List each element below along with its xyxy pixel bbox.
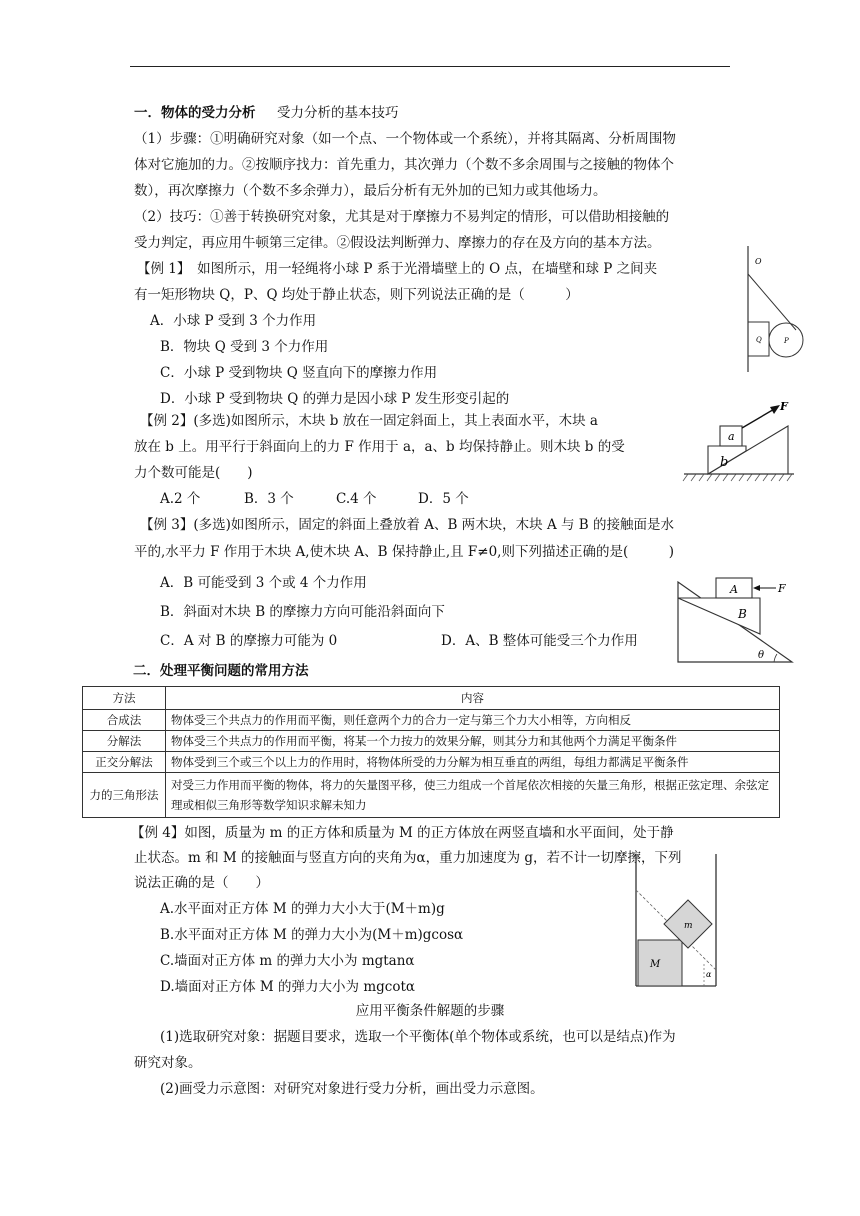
steps-line: 体对它施加的力。②按顺序找力：首先重力，其次弹力（个数不多余周围与之接触的物体个 xyxy=(134,157,674,173)
ball-p-label: P xyxy=(784,337,789,345)
skills-line: 受力判定，再应用牛顿第三定律。②假设法判断弹力、摩擦力的存在及方向的基本方法。 xyxy=(134,235,661,251)
section-1-subtitle: 受力分析的基本技巧 xyxy=(276,105,399,121)
block-q-label: Q xyxy=(756,336,762,344)
example-1-text: 有一矩形物块 Q，P、Q 均处于静止状态，则下列说法正确的是（ ） xyxy=(134,287,579,303)
example-4-option-b: B.水平面对正方体 M 的弹力大小为(M＋m)gcosα xyxy=(160,927,464,943)
table-header-content: 内容 xyxy=(166,687,780,710)
section-1-heading xyxy=(134,104,398,122)
example-3-option-d: D．A、B 整体可能受三个力作用 xyxy=(441,633,638,649)
example-2-text: 放在 b 上。用平行于斜面向上的力 F 作用于 a，a、b 均保持静止。则木块 b 的受 xyxy=(134,439,625,455)
method-name: 分解法 xyxy=(83,731,166,752)
example-3-text: 【例 3】(多选)如图所示，固定的斜面上叠放着 A、B 两木块，木块 A 与 B 的接触面是水 xyxy=(140,517,675,533)
force-f-arrowhead xyxy=(753,585,760,591)
example-4-text: 说法正确的是（ ） xyxy=(134,875,269,891)
example-4-text: 止状态。m 和 M 的接触面与竖直方向的夹角为α，重力加速度为 g，若不计一切摩擦，下列 xyxy=(134,850,682,866)
section-1-title: 一．物体的受力分析 xyxy=(134,105,256,121)
method-name: 力的三角形法 xyxy=(83,773,166,818)
method-content: 对受三力作用而平衡的物体，将力的矢量图平移，使三力组成一个首尾依次相接的矢量三角形，根据正弦定理、余弦定理或相似三角形等数学知识求解未知力 xyxy=(166,773,780,818)
example-4-option-d: D.墙面对正方体 M 的弹力大小为 mgcotα xyxy=(160,979,416,995)
figure-two-cubes xyxy=(628,852,724,992)
force-f-label: F xyxy=(778,582,786,595)
example-2-text: 【例 2】(多选)如图所示，木块 b 放在一固定斜面上，其上表面水平，木块 a xyxy=(140,413,598,429)
example-3-option-a: A．B 可能受到 3 个或 4 个力作用 xyxy=(160,575,367,591)
force-f-arrowhead xyxy=(770,405,780,414)
table-row xyxy=(83,710,780,731)
example-2-text: 力个数可能是( ) xyxy=(134,465,253,481)
step-1-line: (1)选取研究对象：据题目要求，选取一个平衡体(单个物体或系统，也可以是结点)作为 xyxy=(160,1029,676,1045)
cube-big-m-label: M xyxy=(650,959,661,970)
block-b-label: b xyxy=(720,455,729,470)
angle-arc xyxy=(774,654,777,662)
figure-stacked-blocks xyxy=(674,574,798,666)
example-4-option-c: C.墙面对正方体 m 的弹力大小为 mgtanα xyxy=(160,953,415,969)
table-header-method: 方法 xyxy=(83,687,166,710)
force-f-arrow xyxy=(742,408,776,428)
example-1-option-d: D．小球 P 受到物块 Q 的弹力是因小球 P 发生形变引起的 xyxy=(160,391,510,407)
block-b xyxy=(678,598,760,634)
step-2-line: (2)画受力示意图：对研究对象进行受力分析，画出受力示意图。 xyxy=(160,1081,544,1097)
ground-hatch xyxy=(683,474,792,481)
alpha-label: α xyxy=(706,970,712,979)
example-4-option-a: A.水平面对正方体 M 的弹力大小大于(M＋m)g xyxy=(160,901,445,917)
example-2-option-a: A.2 个 xyxy=(160,491,201,507)
header-rule xyxy=(130,66,730,67)
example-3-option-c: C．A 对 B 的摩擦力可能为 0 xyxy=(160,633,338,649)
section-2-title: 二．处理平衡问题的常用方法 xyxy=(133,663,309,679)
example-4-text: 【例 4】如图，质量为 m 的正方体和质量为 M 的正方体放在两竖直墙和水平面间，处于静 xyxy=(131,825,674,841)
figure-incline-ab xyxy=(680,394,800,488)
methods-table xyxy=(82,686,780,818)
example-2-option-d: D．5 个 xyxy=(418,491,469,507)
point-o-label: O xyxy=(755,257,762,266)
example-1-option-c: C．小球 P 受到物块 Q 竖直向下的摩擦力作用 xyxy=(160,365,438,381)
method-name: 合成法 xyxy=(83,710,166,731)
figure-ball-wall xyxy=(738,244,808,376)
cube-m-label: m xyxy=(684,921,693,931)
theta-label: θ xyxy=(758,650,765,661)
table-row xyxy=(83,731,780,752)
example-1-option-a: A．小球 P 受到 3 个力作用 xyxy=(150,313,317,329)
method-content: 物体受三个共点力的作用而平衡，将某一个力按力的效果分解，则其分力和其他两个力满足平衡条件 xyxy=(166,731,780,752)
steps-line: 数），再次摩擦力（个数不多余弹力），最后分析有无外加的已知力或其他场力。 xyxy=(134,183,607,199)
method-content: 物体受三个共点力的作用而平衡，则任意两个力的合力一定与第三个力大小相等，方向相反 xyxy=(166,710,780,731)
table-header-row xyxy=(83,687,780,710)
table-row xyxy=(83,773,780,818)
method-content: 物体受到三个或三个以上力的作用时，将物体所受的力分解为相互垂直的两组，每组力都满足平衡条件 xyxy=(166,752,780,773)
example-2-option-c: C.4 个 xyxy=(336,491,377,507)
block-a-label: A xyxy=(730,583,738,596)
force-f-label: F xyxy=(780,400,788,413)
example-1-text: 【例 1】 如图所示，用一轻绳将小球 P 系于光滑墙壁上的 O 点，在墙壁和球 P 之间夹 xyxy=(137,261,658,277)
steps-title: 应用平衡条件解题的步骤 xyxy=(355,1003,505,1019)
step-1-line: 研究对象。 xyxy=(134,1055,202,1071)
steps-line: （1）步骤：①明确研究对象（如一个点、一个物体或一个系统），并将其隔离、分析周围物 xyxy=(134,131,676,147)
table-row xyxy=(83,752,780,773)
block-b-label: B xyxy=(738,607,747,621)
example-3-option-b: B．斜面对木块 B 的摩擦力方向可能沿斜面向下 xyxy=(160,604,445,620)
example-3-text: 平的,水平力 F 作用于木块 A,使木块 A、B 保持静止,且 F≠0,则下列描述正确的是( ) xyxy=(134,544,674,560)
method-name: 正交分解法 xyxy=(83,752,166,773)
example-1-option-b: B．物块 Q 受到 3 个力作用 xyxy=(160,339,329,355)
block-a-label: a xyxy=(728,430,735,443)
skills-line: （2）技巧：①善于转换研究对象，尤其是对于摩擦力不易判定的情形，可以借助相接触的 xyxy=(134,209,670,225)
example-2-option-b: B．3 个 xyxy=(244,491,294,507)
